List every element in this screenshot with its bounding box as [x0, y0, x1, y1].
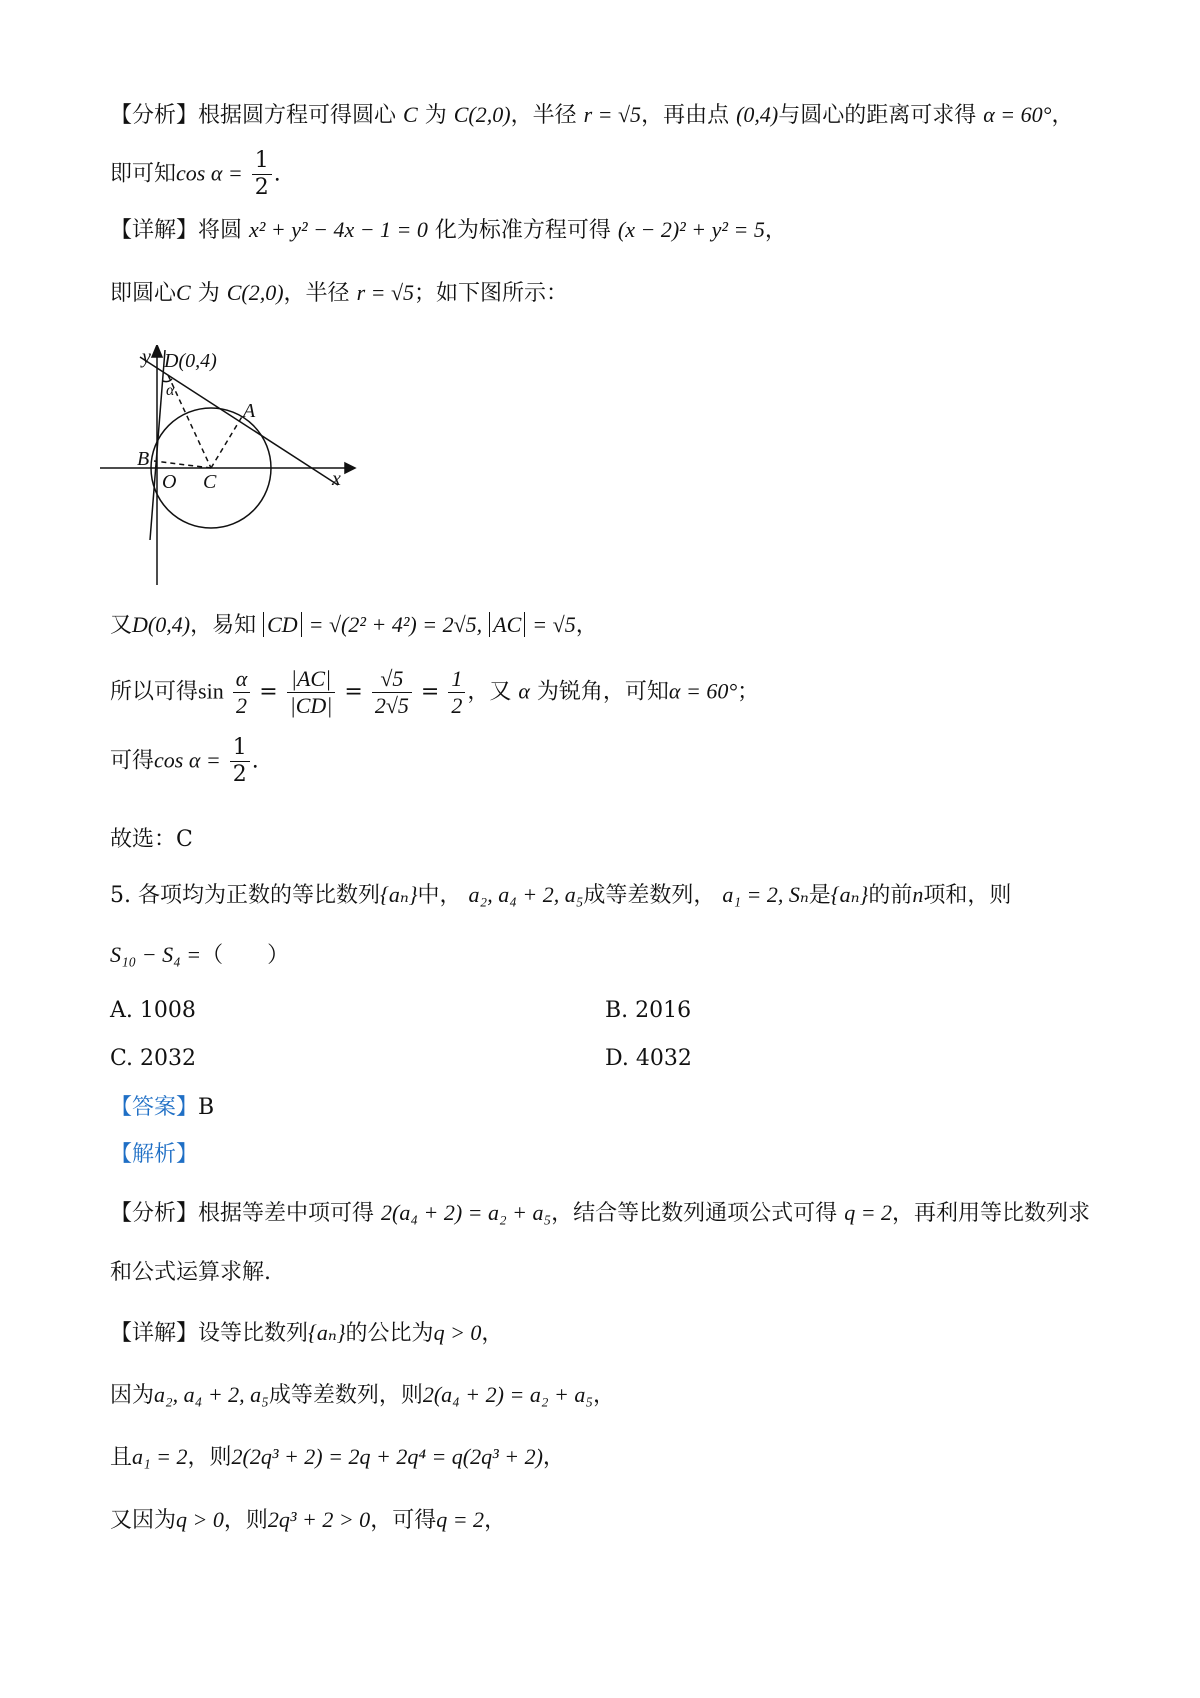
text: ， [592, 1383, 615, 1408]
center-coord: C(2,0) [453, 102, 511, 127]
q-positive: q > 0 [176, 1507, 224, 1532]
numerator: 1 [448, 666, 465, 693]
question-5-line-1 [110, 880, 1011, 911]
text: 根据圆方程可得圆心 [198, 103, 397, 128]
text: 各项均为正数的等比数列 [138, 883, 381, 908]
detail3-line-2 [110, 1380, 615, 1411]
center-label: C [403, 102, 418, 127]
c-label: C [203, 471, 217, 493]
circle-equation: x² + y² − 4x − 1 = 0 [249, 217, 428, 242]
denominator: 2 [232, 762, 247, 787]
detail-tag: 【详解】 [110, 218, 199, 243]
option-value: 1008 [139, 998, 196, 1023]
detail-line-1 [110, 215, 787, 246]
numerator: √5 [372, 666, 412, 693]
x-label: x [332, 468, 341, 490]
equation: 2(a₄ + 2) = a₂ + a₅ [381, 1200, 552, 1225]
analysis-tag: 【分析】 [110, 1201, 199, 1226]
text: 根据等差中项可得 [198, 1201, 375, 1226]
text: 又因为 [110, 1508, 177, 1533]
ac-value: = √5 [532, 612, 576, 637]
sequence: {aₙ} [380, 882, 418, 907]
detail3-line-1 [110, 1318, 503, 1349]
text: ， [484, 1508, 507, 1533]
text: ，半径 [283, 281, 350, 306]
alpha: α [518, 678, 530, 704]
abs-cd: CD [263, 612, 302, 637]
cd-value: = √(2² + 4²) = 2√5, [308, 612, 483, 637]
analysis-tag: 【分析】 [110, 103, 199, 128]
option-value: 2016 [635, 998, 692, 1023]
fraction [230, 735, 250, 788]
text: 将圆 [198, 218, 243, 243]
text: ， [1051, 103, 1074, 128]
text: ；如下图所示： [414, 281, 569, 306]
solution-tag: 【解析】 [110, 1142, 199, 1167]
detail-tag: 【详解】 [110, 1321, 199, 1346]
detail-line-2 [110, 278, 568, 309]
text: 项和，则 [923, 883, 1012, 908]
option-value: 4032 [635, 1046, 692, 1071]
text: ，则 [223, 1508, 268, 1533]
analysis-line-2 [110, 148, 281, 201]
option-d [605, 1044, 692, 1074]
cos-alpha: cos α = [154, 747, 221, 773]
text: 即可知 [110, 161, 177, 187]
text: ，又 [467, 679, 512, 705]
text: 即圆心 [110, 281, 177, 306]
text: 与圆心的距离可求得 [778, 103, 977, 128]
text: 为 [197, 281, 220, 306]
center-label: C [176, 280, 191, 305]
radius: r = √5 [356, 280, 415, 305]
center-coord: C(2,0) [226, 280, 284, 305]
numerator: 1 [230, 735, 250, 762]
denominator: 2 [451, 693, 463, 718]
text: 设等比数列 [198, 1321, 309, 1346]
text: ，再利用等比数列求 [892, 1201, 1091, 1226]
answer-line [110, 1093, 214, 1123]
text: ， [575, 613, 598, 638]
sequence: {aₙ} [830, 882, 869, 907]
denominator: 2√5 [374, 693, 409, 718]
text: 且 [110, 1445, 133, 1470]
denominator: |CD| [289, 693, 333, 718]
fraction [252, 148, 272, 201]
text: ，易知 [190, 613, 257, 638]
q-positive: q > 0 [433, 1320, 482, 1345]
sequence: {aₙ} [308, 1320, 346, 1345]
q-value: q = 2 [436, 1507, 485, 1532]
standard-equation: (x − 2)² + y² = 5 [617, 217, 765, 242]
d-label: D(0,4) [164, 350, 217, 372]
fraction-alpha-2 [233, 666, 251, 719]
text: ，可得 [370, 1508, 437, 1533]
text: 为锐角，可知 [536, 679, 669, 705]
detail-line-5 [110, 735, 259, 788]
text: ，则 [187, 1445, 232, 1470]
text: 可得 [110, 748, 155, 774]
question-5-line-2 [110, 940, 289, 971]
a1-value: a₁ = 2 [132, 1444, 188, 1469]
text: ， [764, 218, 787, 243]
point: (0,4) [736, 102, 779, 127]
y-axis-arrow [152, 345, 162, 357]
sin: sin [198, 678, 224, 704]
expression: S₁₀ − S₄ = [110, 942, 202, 967]
text: ； [737, 679, 760, 705]
a-label: A [243, 400, 256, 422]
choice-line: 故选：C [110, 827, 193, 852]
equation: 2(a₄ + 2) = a₂ + a₅ [422, 1382, 593, 1407]
alpha-label: α [166, 382, 175, 399]
geometry-figure [100, 345, 400, 590]
text: 是 [808, 883, 831, 908]
alpha-eq: α = 60° [983, 102, 1052, 127]
text: 化为标准方程可得 [434, 218, 611, 243]
analysis2-line-2: 和公式运算求解. [110, 1260, 271, 1285]
text: 的公比为 [345, 1321, 434, 1346]
terms: a₂, a₄ + 2, a₅ [154, 1382, 269, 1407]
detail-line-4 [110, 666, 759, 719]
numerator: α [233, 666, 251, 693]
text: 的前 [868, 883, 913, 908]
text: 又 [110, 613, 133, 638]
text: 中， [417, 883, 462, 908]
option-value: 2032 [140, 1046, 197, 1071]
y-label: y [142, 346, 151, 368]
text: ， [481, 1321, 504, 1346]
equals: = [420, 679, 440, 705]
option-c [110, 1044, 196, 1074]
option-b [605, 996, 691, 1026]
abs-ac: AC [489, 612, 525, 637]
text: （ ） [201, 943, 290, 968]
fraction-ac-cd [287, 666, 336, 719]
point-d: D(0,4) [132, 612, 191, 637]
numerator: |AC| [287, 666, 336, 693]
text: 成等差数列，则 [268, 1383, 423, 1408]
equals: = [344, 679, 363, 705]
cos-alpha: cos α = [176, 160, 243, 186]
question-number: 5. [110, 883, 131, 908]
equation: 2(2q³ + 2) = 2q + 2q⁴ = q(2q³ + 2) [231, 1444, 543, 1469]
answer-tag: 【答案】 [110, 1095, 199, 1120]
condition: a₁ = 2, Sₙ [722, 882, 809, 907]
analysis-line-1 [110, 100, 1073, 131]
numerator: 1 [252, 148, 272, 175]
dashed-cb [154, 461, 211, 468]
text: 所以可得 [110, 679, 199, 705]
text: 因为 [110, 1383, 155, 1408]
fraction-sqrt5 [372, 666, 412, 719]
analysis2-line-1 [110, 1198, 1090, 1229]
text: . [251, 748, 259, 774]
text: ，再由点 [641, 103, 730, 128]
detail3-line-4 [110, 1505, 506, 1536]
text: ，结合等比数列通项公式可得 [551, 1201, 838, 1226]
option-label: D. [605, 1046, 629, 1071]
alpha-eq: α = 60° [668, 678, 738, 704]
q-value: q = 2 [844, 1200, 893, 1225]
denominator: 2 [235, 693, 247, 718]
o-label: O [162, 471, 177, 493]
denominator: 2 [254, 175, 269, 200]
option-label: C. [110, 1046, 134, 1071]
terms: a₂, a₄ + 2, a₅ [468, 882, 584, 907]
text: ， [542, 1445, 565, 1470]
text: . [273, 161, 281, 187]
x-axis-arrow [345, 463, 355, 473]
b-label: B [137, 448, 150, 470]
dashed-ca [211, 415, 243, 468]
option-label: A. [110, 998, 133, 1023]
radius: r = √5 [583, 102, 642, 127]
text: 为 [424, 103, 447, 128]
option-a [110, 996, 196, 1026]
detail-line-3 [110, 610, 598, 641]
detail3-line-3 [110, 1442, 565, 1473]
text: ，半径 [510, 103, 577, 128]
fraction-half [448, 666, 465, 719]
option-label: B. [605, 998, 629, 1023]
inequality: 2q³ + 2 > 0 [267, 1507, 371, 1532]
text: 成等差数列， [583, 883, 716, 908]
answer: B [198, 1095, 215, 1120]
equals: = [259, 679, 278, 705]
n: n [912, 882, 924, 907]
